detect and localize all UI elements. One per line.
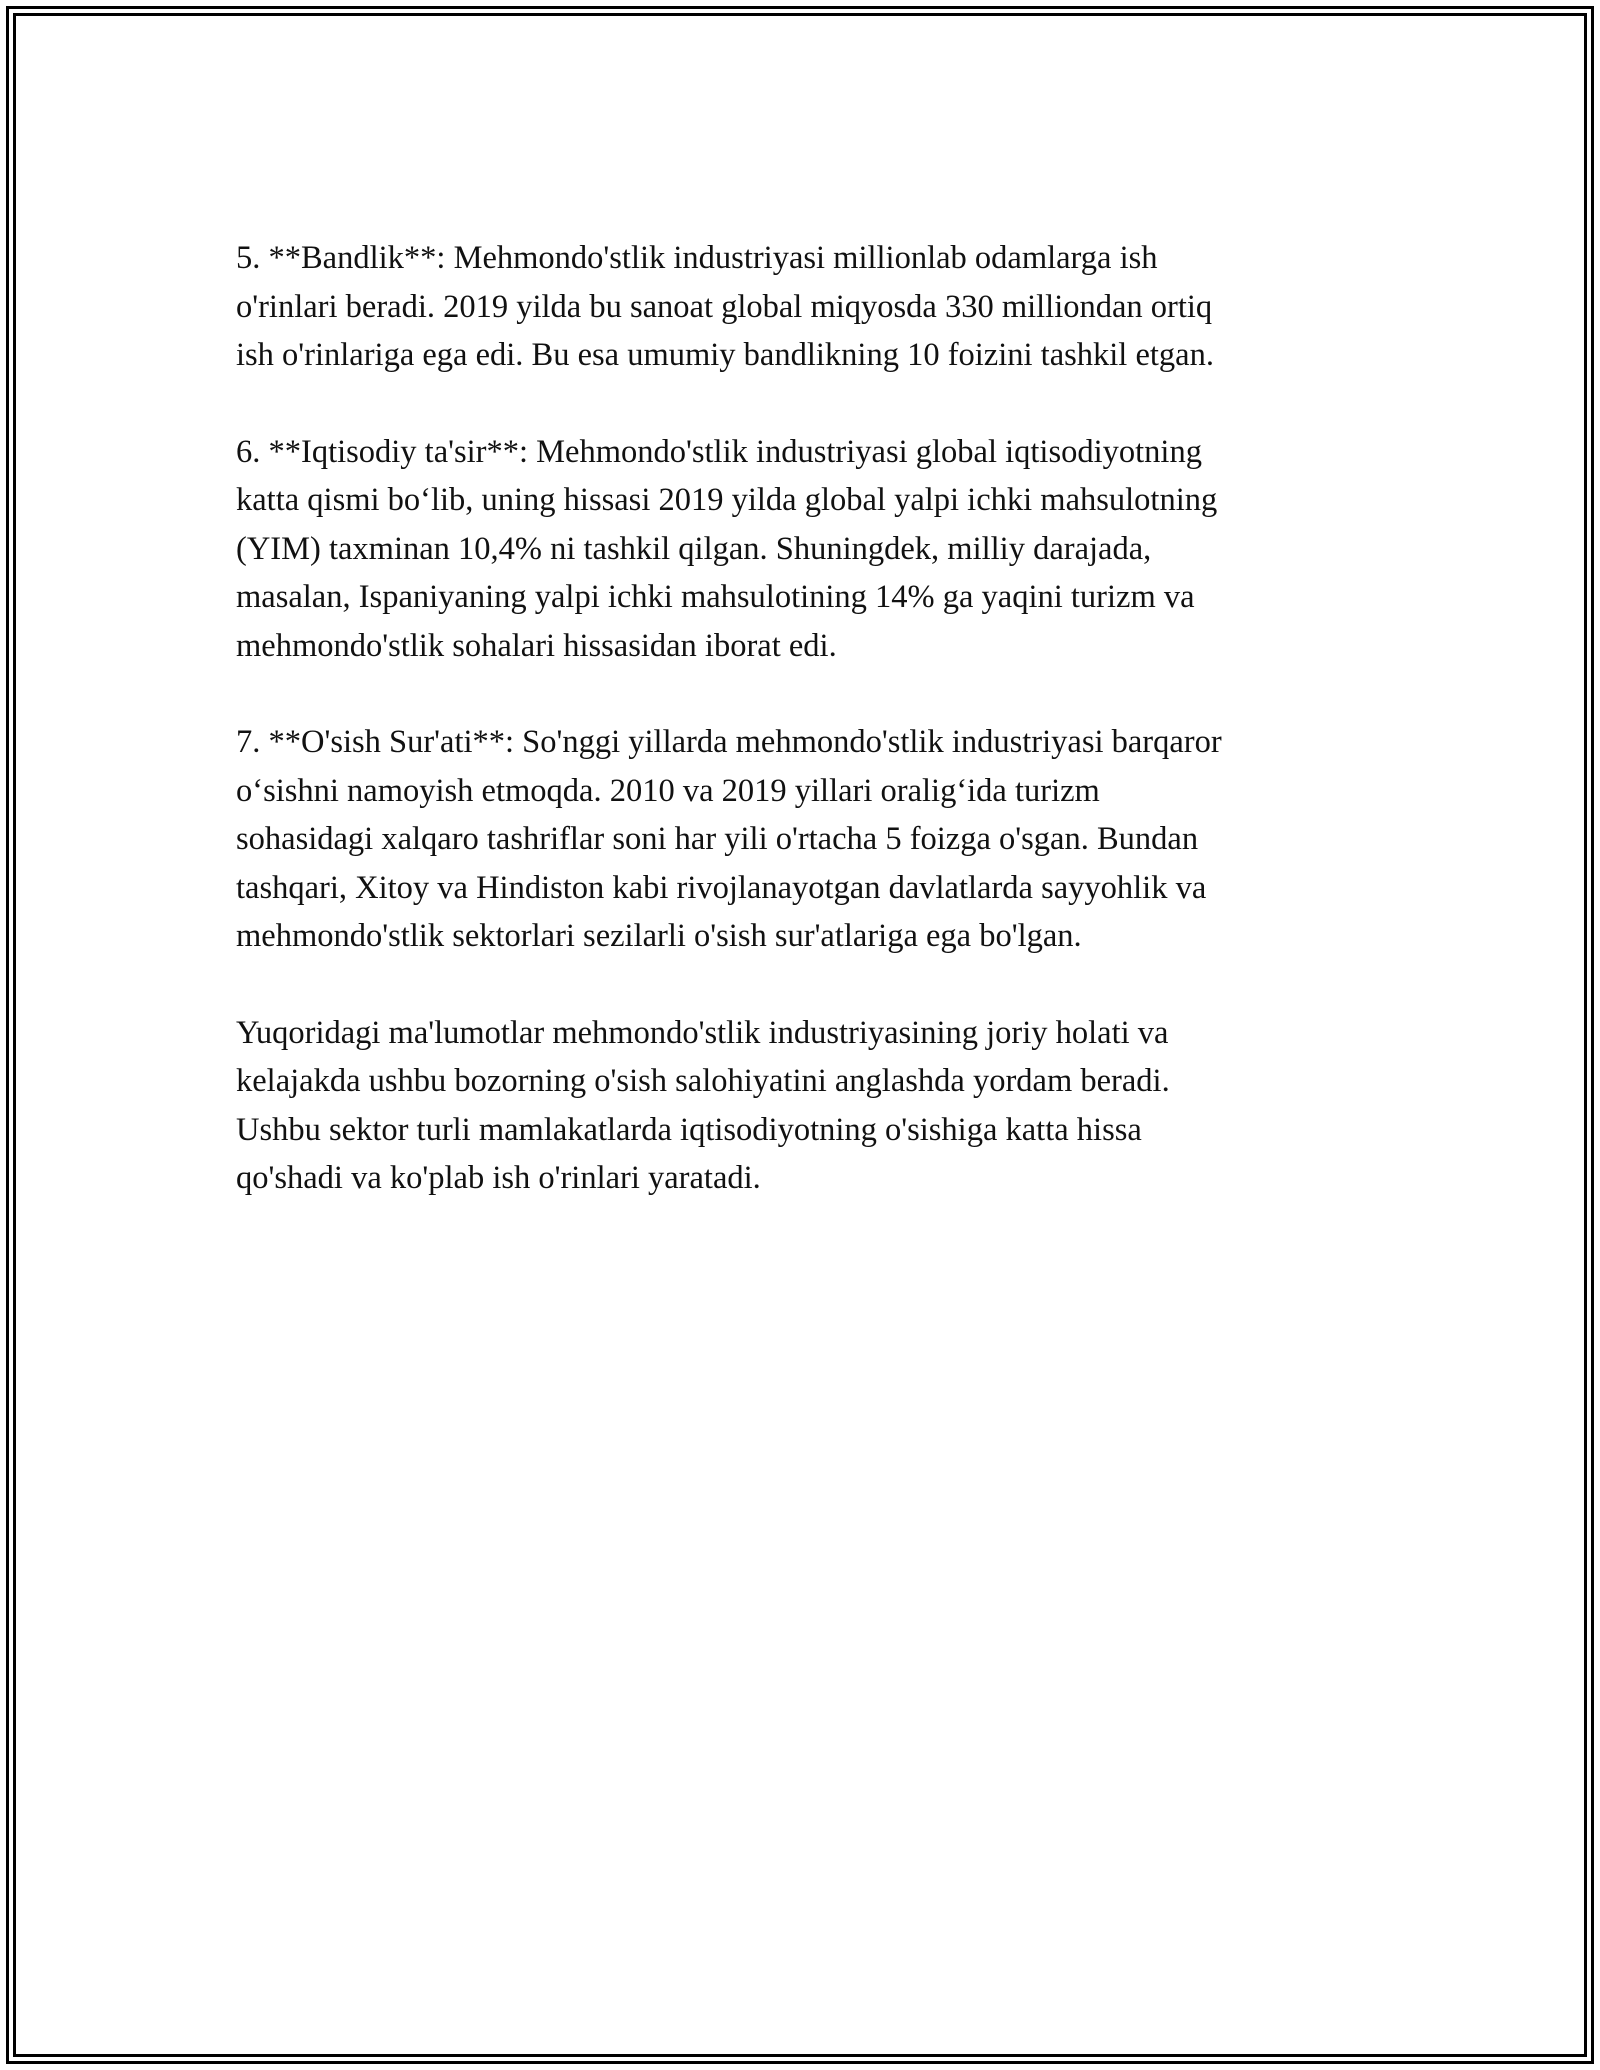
paragraph-conclusion: Yuqoridagi ma'lumotlar mehmondo'stlik industriyasining joriy holati va kelajakda ushbu bozorning o'sish salohiyatini anglashda yordam beradi. Ushbu sektor turli mamlakatlarda iqtisodiyotning o'sishiga katta hissa qo'shadi va ko'plab ish o'rinlari yaratadi. (236, 1014, 1170, 1196)
paragraph-growth-rate: 7. **O'sish Sur'ati**: So'nggi yillarda mehmondo'stlik industriyasi barqaror o‘sishni namoyish etmoqda. 2010 va 2019 yillari oralig‘ida turizm sohasidagi xalqaro tashriflar soni har yili o'rtacha 5 foizga o'sgan. Bundan tashqari, Xitoy va Hindiston kabi rivojlanayotgan davlatlarda sayyohlik va mehmondo'stlik sektorlari sezilarli o'sish sur'atlariga ega bo'lgan. (236, 724, 1222, 954)
paragraph-economic-impact: 6. **Iqtisodiy ta'sir**: Mehmondo'stlik industriyasi global iqtisodiyotning katta qismi bo‘lib, uning hissasi 2019 yilda global yalpi ichki mahsulotning (YIM) taxminan 10,4% ni tashkil qilgan. Shuningdek, milliy darajada, masalan, Ispaniyaning yalpi ichki mahsulotining 14% ga yaqini turizm va mehmondo'stlik sohalari hissasidan iborat edi. (236, 433, 1218, 664)
document-body (236, 234, 1366, 1251)
paragraph-employment: 5. **Bandlik**: Mehmondo'stlik industriyasi millionlab odamlarga ish o'rinlari beradi. 2019 yilda bu sanoat global miqyosda 330 milliondan ortiq ish o'rinlariga ega edi. Bu esa umumiy bandlikning 10 foizini tashkil etgan. (236, 240, 1214, 373)
